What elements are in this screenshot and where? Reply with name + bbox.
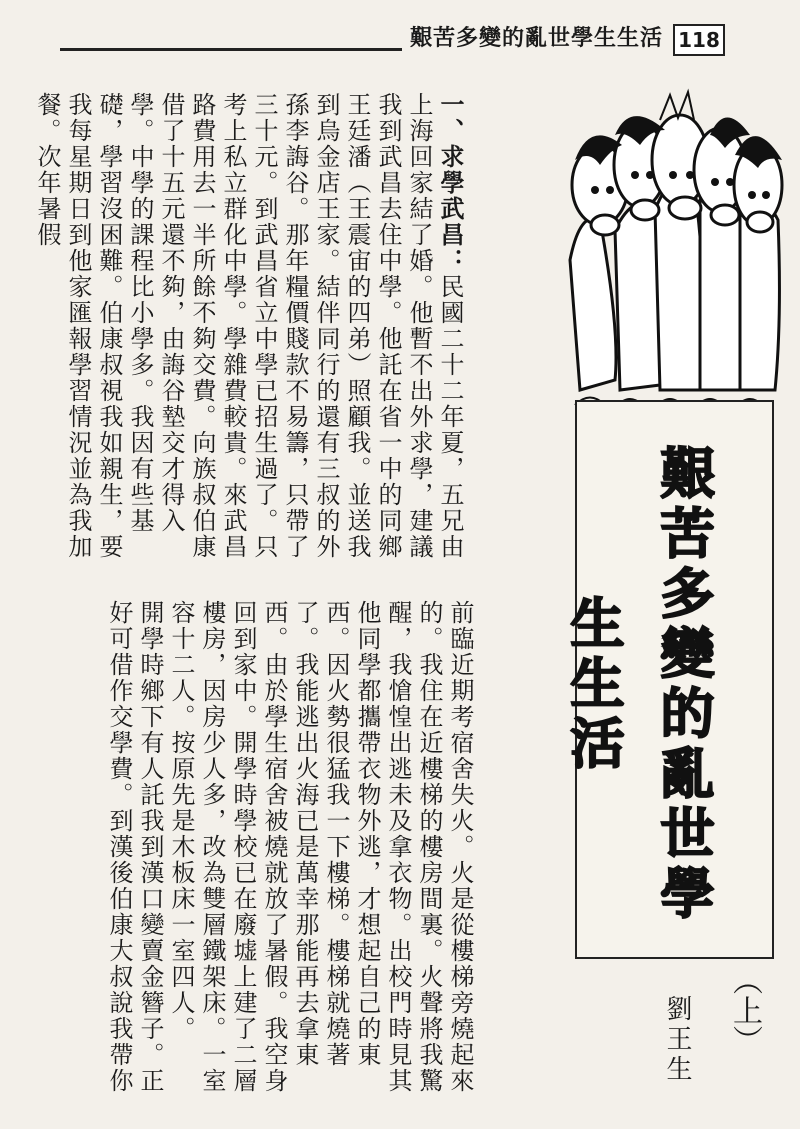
paragraph-2: 前臨近期考宿舍失火。火是從樓梯旁燒起來的。我住在近樓梯的樓房間裏。火聲將我驚醒，我愴惶出逃未及拿衣物。出校門時見其他同學都攜帶衣物外逃，才想起自己的東西。因火勢很猛我一下樓梯。樓梯就燒著了。我能逃出火海已是萬幸那能再去拿東西。由於學生宿舍被燒就放了暑假。我空身回到家中。開學時學校已在廢墟上建了二層樓房，因房少人多，改為雙層鐵架床。一室容十二人。按原先是木板床一室四人。 xyxy=(167,600,474,1094)
article-body-bottom xyxy=(75,600,475,1100)
part-label: （上） xyxy=(727,965,762,1055)
paragraph-3: 開學時鄉下有人託我到漢口變賣金簪子。正好可借作交學費。到漢後伯康大叔說我帶你 xyxy=(105,600,164,1094)
header-rule xyxy=(60,48,402,51)
section-heading: 一、求學武昌： xyxy=(436,92,464,274)
article-body-top xyxy=(33,92,465,580)
students-cartoon-illustration xyxy=(560,90,785,420)
running-header-title: 艱苦多變的亂世學生生活 xyxy=(410,26,664,51)
paragraph-1: 民國二十二年夏，五兄由上海回家結了婚。他暫不出外求學，建議我到武昌去住中學。他託在省一中的同鄉王廷潘（王震宙的四弟）照顧我。並送我到烏金店王家。結伴同行的還有三叔的外孫李誨谷。那年糧價賤款不易籌，只帶了三十元。到武昌省立中學已招生過了。只考上私立群化中學。學雜費較貴。來武昌路費用去一半所餘不夠交費。向族叔伯康借了十五元還不夠，由誨谷墊交才得入學。中學的課程比小學多。我因有些基礎，學習沒困難。伯康叔視我如親生，要我每星期日到他家匯報學習情況並為我加餐。次年暑假 xyxy=(33,92,464,560)
article-title: 艱苦多變的亂世學生生活 xyxy=(562,445,715,925)
author-name: 劉王生 xyxy=(662,995,692,1085)
page-number: 118 xyxy=(673,24,725,56)
